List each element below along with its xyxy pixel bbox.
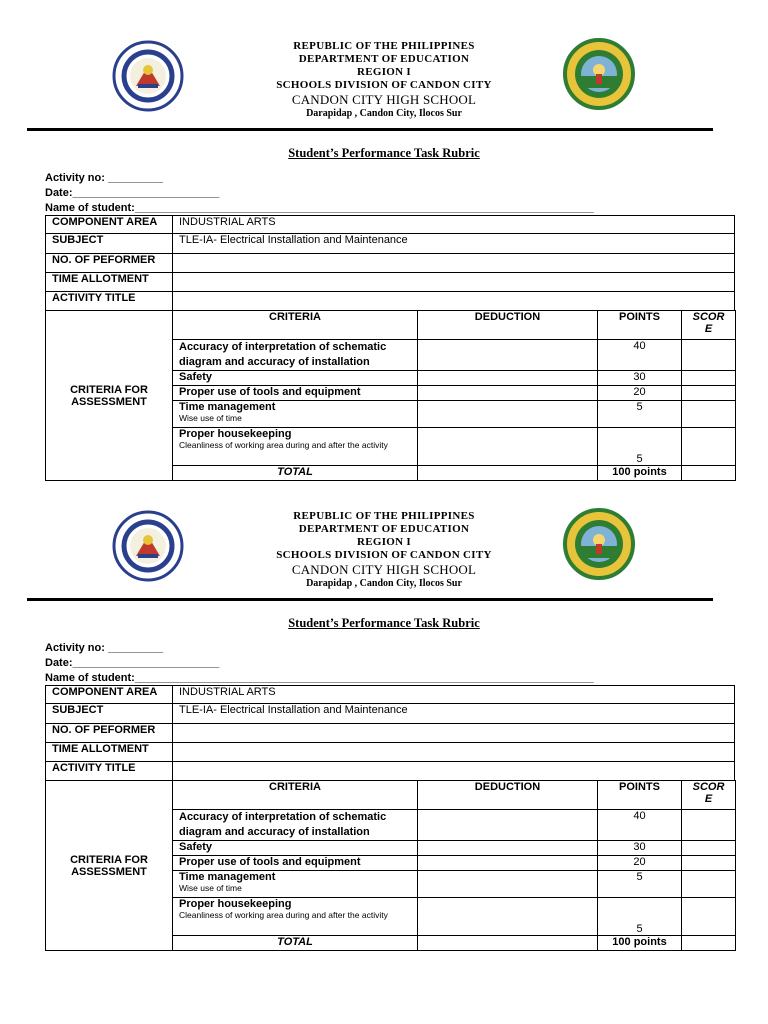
header-divider	[27, 128, 713, 131]
value-subject: TLE-IA- Electrical Installation and Maintenance	[173, 234, 735, 254]
criterion-name: Proper use of tools and equipment	[173, 856, 418, 871]
deduction-cell[interactable]	[418, 401, 598, 428]
deduction-cell[interactable]	[418, 810, 598, 841]
value-subject: TLE-IA- Electrical Installation and Maintenance	[173, 704, 735, 724]
letterhead	[240, 40, 528, 121]
criterion-name: Proper housekeeping	[179, 898, 292, 910]
date-field[interactable]: Date:________________________	[45, 187, 220, 199]
header-address: Darapidap , Candon City, Ilocos Sur	[306, 578, 462, 589]
header-line-region: REGION I	[356, 66, 412, 78]
criterion-points: 30	[598, 371, 682, 386]
criterion-cell	[173, 428, 418, 466]
student-name-field[interactable]: Name of student:___________________________________________________________________________	[45, 672, 594, 684]
criterion-name: Safety	[173, 841, 418, 856]
criteria-row-label: CRITERIA FOR ASSESSMENT	[46, 311, 173, 481]
label-component-area: COMPONENT AREA	[46, 686, 173, 704]
value-activity-title[interactable]	[173, 762, 735, 781]
header-school-name: CANDON CITY HIGH SCHOOL	[291, 562, 477, 577]
header-address: Darapidap , Candon City, Ilocos Sur	[306, 108, 462, 119]
value-component-area: INDUSTRIAL ARTS	[173, 686, 735, 704]
form-title: Student’s Performance Task Rubric	[288, 616, 480, 630]
criterion-name: Safety	[173, 371, 418, 386]
score-cell[interactable]	[682, 428, 736, 466]
label-time-allotment: TIME ALLOTMENT	[46, 743, 173, 762]
criterion-name: Proper use of tools and equipment	[173, 386, 418, 401]
criteria-table	[45, 780, 736, 951]
criterion-cell	[173, 871, 418, 898]
deduction-total-cell[interactable]	[418, 936, 598, 951]
school-seal-logo	[563, 508, 635, 580]
criterion-points: 30	[598, 841, 682, 856]
score-cell[interactable]	[682, 386, 736, 401]
col-score: SCORE	[682, 311, 736, 340]
criterion-points: 20	[598, 386, 682, 401]
deduction-cell[interactable]	[418, 856, 598, 871]
col-score: SCORE	[682, 781, 736, 810]
header-line-division: SCHOOLS DIVISION OF CANDON CITY	[276, 549, 492, 561]
score-cell[interactable]	[682, 401, 736, 428]
info-table	[45, 685, 735, 781]
criterion-points: 20	[598, 856, 682, 871]
total-points: 100 points	[598, 466, 682, 481]
criterion-points: 5	[598, 871, 682, 898]
school-seal-logo	[563, 38, 635, 110]
total-label: TOTAL	[173, 936, 418, 951]
criterion-name: Time management	[179, 871, 276, 883]
deped-seal-logo	[112, 40, 184, 112]
total-points: 100 points	[598, 936, 682, 951]
criteria-row-label: CRITERIA FOR ASSESSMENT	[46, 781, 173, 951]
header-school-name: CANDON CITY HIGH SCHOOL	[291, 92, 477, 107]
form-title: Student’s Performance Task Rubric	[288, 146, 480, 160]
deduction-cell[interactable]	[418, 386, 598, 401]
label-time-allotment: TIME ALLOTMENT	[46, 273, 173, 292]
header-line-republic: REPUBLIC OF THE PHILIPPINES	[293, 40, 475, 52]
value-no-of-performer[interactable]	[173, 724, 735, 743]
rubric-form-2	[0, 470, 768, 950]
criterion-name: Proper housekeeping	[179, 428, 292, 440]
label-component-area: COMPONENT AREA	[46, 216, 173, 234]
criterion-points: 40	[598, 810, 682, 841]
label-subject: SUBJECT	[46, 704, 173, 724]
score-total-cell[interactable]	[682, 936, 736, 951]
letterhead	[240, 510, 528, 591]
criterion-name: Accuracy of interpretation of schematic diagram and accuracy of installation	[173, 810, 418, 841]
label-activity-title: ACTIVITY TITLE	[46, 292, 173, 311]
criterion-note: Wise use of time	[179, 883, 242, 893]
label-no-of-performer: NO. OF PEFORMER	[46, 254, 173, 273]
deduction-cell[interactable]	[418, 371, 598, 386]
col-criteria: CRITERIA	[173, 781, 418, 810]
value-time-allotment[interactable]	[173, 273, 735, 292]
col-points: POINTS	[598, 311, 682, 340]
score-cell[interactable]	[682, 810, 736, 841]
value-activity-title[interactable]	[173, 292, 735, 311]
criterion-name: Time management	[179, 401, 276, 413]
label-subject: SUBJECT	[46, 234, 173, 254]
deduction-cell[interactable]	[418, 871, 598, 898]
score-cell[interactable]	[682, 371, 736, 386]
col-deduction: DEDUCTION	[418, 311, 598, 340]
deduction-cell[interactable]	[418, 898, 598, 936]
rubric-form-1	[0, 0, 768, 480]
criterion-note: Cleanliness of working area during and after the activity	[179, 910, 388, 920]
criterion-cell	[173, 898, 418, 936]
deped-seal-logo	[112, 510, 184, 582]
criteria-table	[45, 310, 736, 481]
col-deduction: DEDUCTION	[418, 781, 598, 810]
deduction-cell[interactable]	[418, 340, 598, 371]
header-line-region: REGION I	[356, 536, 412, 548]
score-cell[interactable]	[682, 856, 736, 871]
student-name-field[interactable]: Name of student:___________________________________________________________________________	[45, 202, 594, 214]
header-line-department: DEPARTMENT OF EDUCATION	[298, 523, 470, 535]
criterion-note: Cleanliness of working area during and after the activity	[179, 440, 388, 450]
criterion-points: 40	[598, 340, 682, 371]
date-field[interactable]: Date:________________________	[45, 657, 220, 669]
header-line-division: SCHOOLS DIVISION OF CANDON CITY	[276, 79, 492, 91]
value-no-of-performer[interactable]	[173, 254, 735, 273]
label-activity-title: ACTIVITY TITLE	[46, 762, 173, 781]
activity-no-field[interactable]: Activity no: _________	[45, 172, 164, 184]
criterion-points: 5	[598, 428, 682, 466]
value-component-area: INDUSTRIAL ARTS	[173, 216, 735, 234]
total-label: TOTAL	[173, 466, 418, 481]
criterion-points: 5	[598, 898, 682, 936]
header-line-republic: REPUBLIC OF THE PHILIPPINES	[293, 510, 475, 522]
score-cell[interactable]	[682, 898, 736, 936]
info-table	[45, 215, 735, 311]
deduction-cell[interactable]	[418, 428, 598, 466]
label-no-of-performer: NO. OF PEFORMER	[46, 724, 173, 743]
activity-no-field[interactable]: Activity no: _________	[45, 642, 164, 654]
criterion-name: Accuracy of interpretation of schematic diagram and accuracy of installation	[173, 340, 418, 371]
score-cell[interactable]	[682, 871, 736, 898]
header-line-department: DEPARTMENT OF EDUCATION	[298, 53, 470, 65]
header-divider	[27, 598, 713, 601]
value-time-allotment[interactable]	[173, 743, 735, 762]
criterion-cell	[173, 401, 418, 428]
criterion-points: 5	[598, 401, 682, 428]
criterion-note: Wise use of time	[179, 413, 242, 423]
deduction-cell[interactable]	[418, 841, 598, 856]
col-criteria: CRITERIA	[173, 311, 418, 340]
score-cell[interactable]	[682, 841, 736, 856]
col-points: POINTS	[598, 781, 682, 810]
score-cell[interactable]	[682, 340, 736, 371]
